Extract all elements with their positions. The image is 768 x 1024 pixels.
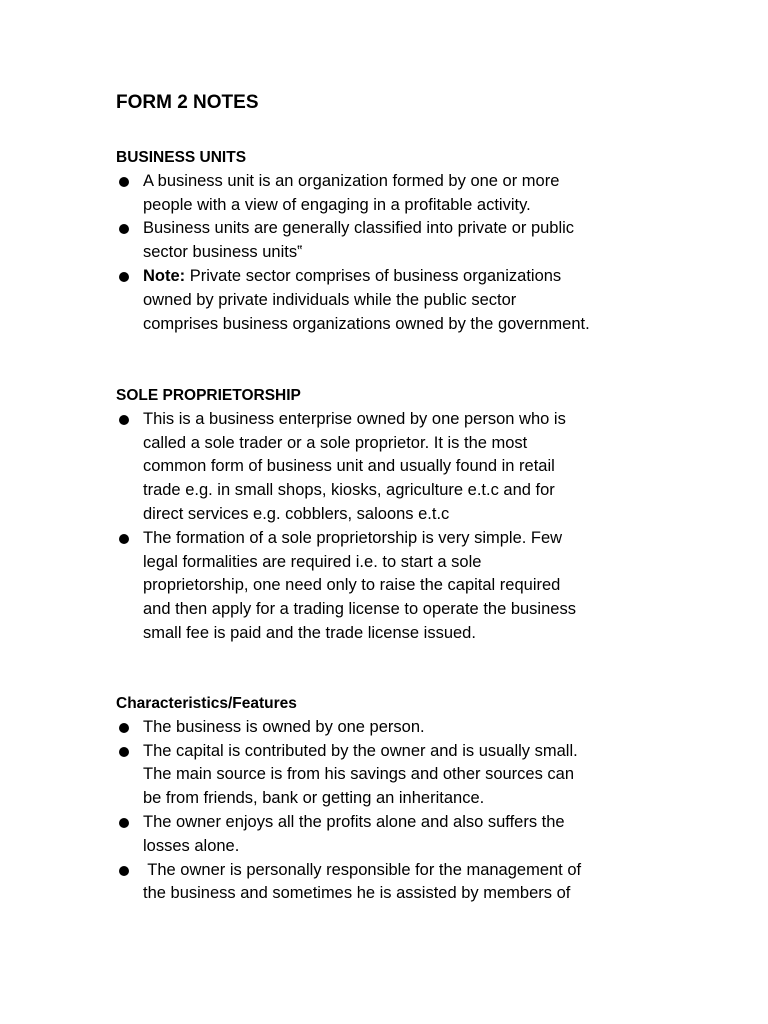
- list-item-line: legal formalities are required i.e. to start a sole: [143, 552, 482, 571]
- list-item-line: trade e.g. in small shops, kiosks, agriculture e.t.c and for: [143, 481, 555, 500]
- list-item-line: direct services e.g. cobblers, saloons e.t.c: [143, 504, 450, 523]
- business-units-section: [116, 146, 676, 336]
- list-item-line: losses alone.: [143, 836, 240, 855]
- list-item: [116, 859, 676, 907]
- bullet-icon: [119, 818, 129, 828]
- note-text: Private sector comprises of business organizations: [185, 266, 562, 285]
- list-item: [116, 527, 676, 646]
- bullet-icon: [119, 177, 129, 187]
- list-item-line: The business is owned by one person.: [143, 717, 425, 736]
- list-item-line: The owner is personally responsible for the management of: [143, 860, 582, 879]
- characteristics-list: [116, 716, 676, 906]
- bullet-icon: [119, 866, 129, 876]
- list-item-line: This is a business enterprise owned by one person who is: [143, 409, 566, 428]
- sole-proprietorship-list: [116, 408, 676, 646]
- business-units-list: [116, 170, 676, 337]
- list-item-line: The owner enjoys all the profits alone and also suffers the: [143, 812, 565, 831]
- bullet-icon: [119, 224, 129, 234]
- list-item-line: the business and sometimes he is assisted by members of: [143, 884, 571, 903]
- list-item-line: comprises business organizations owned by the government.: [143, 314, 590, 333]
- list-item-line: owned by private individuals while the public sector: [143, 290, 517, 309]
- list-item-line: common form of business unit and usually found in retail: [143, 457, 555, 476]
- list-item: [116, 170, 676, 218]
- note-label: Note:: [143, 266, 186, 285]
- sole-proprietorship-section: [116, 384, 676, 646]
- section-heading-characteristics: Characteristics/Features: [116, 695, 297, 712]
- list-item: [116, 740, 676, 811]
- list-item-line: A business unit is an organization formed by one or more: [143, 171, 560, 190]
- list-item-line: people with a view of engaging in a profitable activity.: [143, 195, 531, 214]
- list-item-line: and then apply for a trading license to operate the business: [143, 600, 576, 619]
- list-item-line: The main source is from his savings and other sources can: [143, 765, 575, 784]
- list-item-line: The capital is contributed by the owner and is usually small.: [143, 741, 578, 760]
- list-item-line: Business units are generally classified into private or public: [143, 219, 575, 238]
- page-title: FORM 2 NOTES: [116, 92, 259, 113]
- list-item: [116, 265, 676, 336]
- list-item: [116, 716, 676, 740]
- list-item-line: be from friends, bank or getting an inheritance.: [143, 789, 485, 808]
- list-item-line: The formation of a sole proprietorship is very simple. Few: [143, 528, 563, 547]
- section-heading-business-units: BUSINESS UNITS: [116, 149, 247, 166]
- bullet-icon: [119, 272, 129, 282]
- list-item: [116, 811, 676, 859]
- section-heading-sole-proprietorship: SOLE PROPRIETORSHIP: [116, 387, 301, 404]
- characteristics-section: [116, 692, 676, 906]
- list-item-line: proprietorship, one need only to raise the capital required: [143, 576, 561, 595]
- list-item-line: sector business units‟: [143, 243, 303, 262]
- list-item-line: small fee is paid and the trade license issued.: [143, 623, 476, 642]
- bullet-icon: [119, 534, 129, 544]
- bullet-icon: [119, 415, 129, 425]
- list-item-line: called a sole trader or a sole proprietor. It is the most: [143, 433, 528, 452]
- list-item: [116, 408, 676, 527]
- list-item-line: [143, 265, 676, 289]
- bullet-icon: [119, 723, 129, 733]
- bullet-icon: [119, 747, 129, 757]
- list-item: [116, 217, 676, 265]
